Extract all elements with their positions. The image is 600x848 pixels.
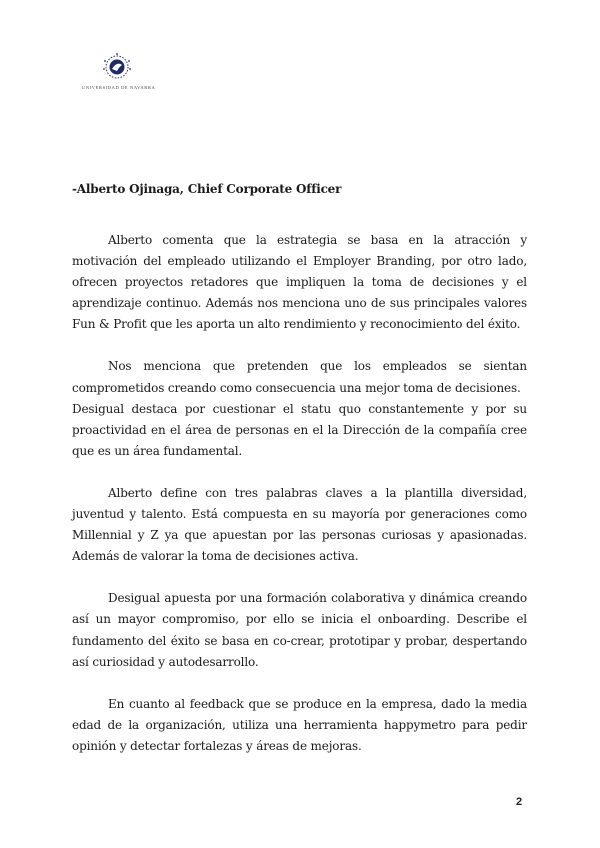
- university-logo: [82, 52, 156, 90]
- section-heading: -Alberto Ojinaga, Chief Corporate Officer: [72, 182, 342, 196]
- logo-caption: UNIVERSIDAD DE NAVARRA: [82, 85, 156, 90]
- university-seal-icon: [99, 52, 135, 82]
- body-text: [72, 230, 527, 778]
- paragraph: Desigual apuesta por una formación colaborativa y dinámica creando así un mayor compromiso, por ello se inicia el onboarding. Describe el fundamento del éxito se basa en co-crear, prototipar y probar, despertando así curiosidad y autodesarrollo.: [72, 591, 527, 669]
- paragraph: Alberto comenta que la estrategia se basa en la atracción y motivación del empleado utilizando el Employer Branding, por otro lado, ofrecen proyectos retadores que impliquen la toma de decisiones y el aprendizaje continuo. Además nos menciona uno de sus principales valores Fun & Profit que les aporta un alto rendimiento y reconocimiento del éxito.: [72, 233, 527, 332]
- page-number: 2: [516, 796, 523, 808]
- paragraph: En cuanto al feedback que se produce en la empresa, dado la media edad de la organización, utiliza una herramienta happymetro para pedir opinión y detectar fortalezas y áreas de mejoras.: [72, 696, 527, 753]
- paragraph: Alberto define con tres palabras claves a la plantilla diversidad, juventud y talento. Está compuesta en su mayoría por generaciones como Millennial y Z ya que apuestan por las personas curiosas y apasionadas. Además de valorar la toma de decisiones activa.: [72, 485, 527, 564]
- paragraph: Nos menciona que pretenden que los empleados se sientan comprometidos creando como consecuencia una mejor toma de decisiones.: [72, 359, 527, 395]
- paragraph: Desigual destaca por cuestionar el statu quo constantemente y por su proactividad en el área de personas en el la Dirección de la compañía cree que es un área fundamental.: [72, 401, 527, 458]
